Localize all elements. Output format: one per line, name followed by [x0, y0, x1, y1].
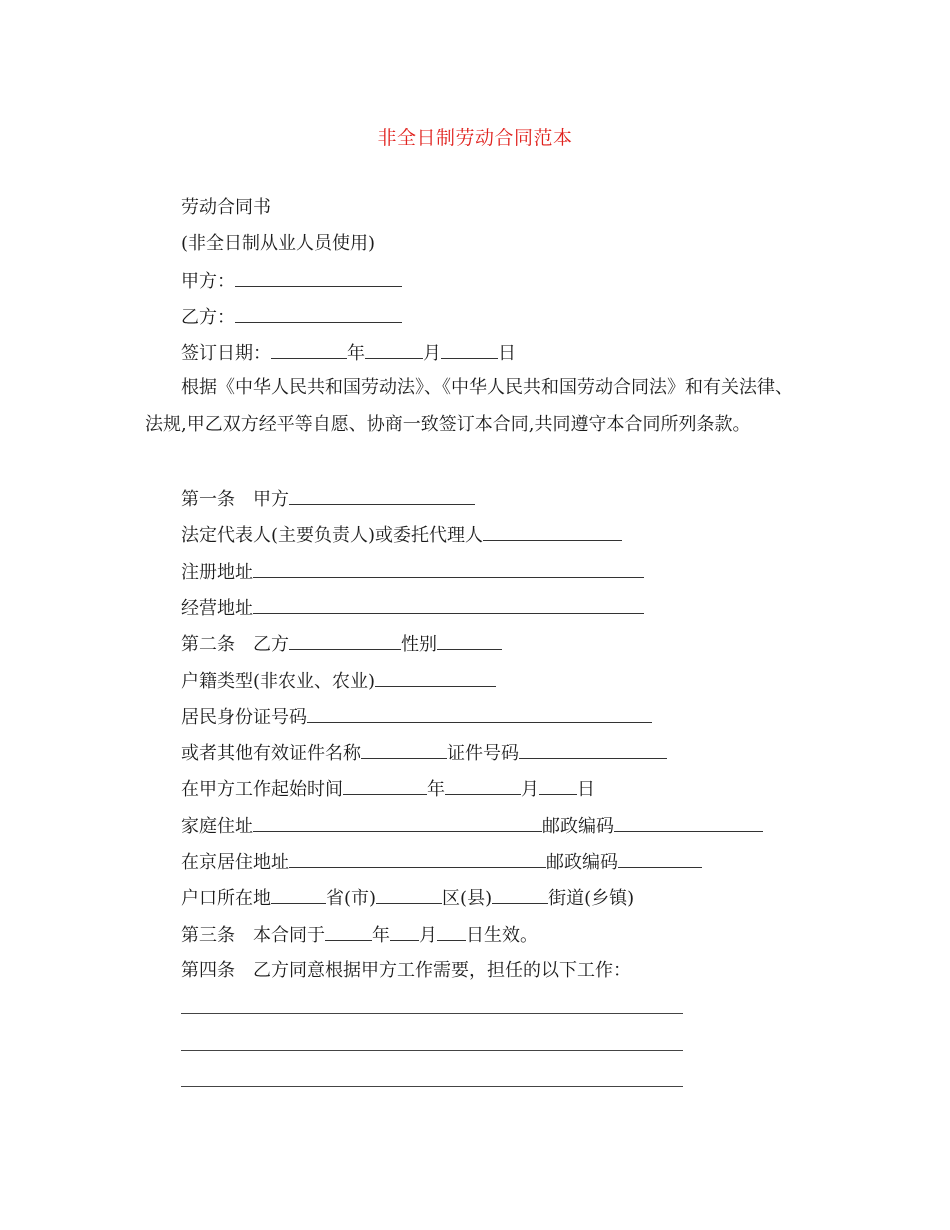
home-address-line	[181, 814, 763, 839]
cert-number-blank[interactable]	[519, 741, 667, 759]
preamble-paragraph: 根据《中华人民共和国劳动法》、《中华人民共和国劳动合同法》和有关法律、法规,甲乙双方经平等自愿、协商一致签订本合同,共同遵守本合同所列条款。	[145, 377, 793, 435]
legal-rep-label: 法定代表人(主要负责人)或委托代理人	[181, 525, 484, 546]
biz-address-line	[181, 596, 644, 621]
province-label: 省(市)	[326, 888, 377, 909]
article-1-label: 第一条 甲方	[181, 489, 289, 510]
home-address-blank[interactable]	[253, 814, 542, 832]
hukou-type-label: 户籍类型(非农业、农业)	[181, 671, 376, 692]
party-a-blank[interactable]	[235, 269, 402, 287]
party-a-line	[181, 269, 402, 294]
hukou-location-line	[181, 886, 634, 911]
start-month-blank[interactable]	[445, 777, 521, 795]
hukou-type-line	[181, 669, 496, 694]
id-number-line	[181, 705, 652, 730]
reg-address-line	[181, 560, 644, 585]
employee-name-blank[interactable]	[289, 632, 401, 650]
start-day-blank[interactable]	[539, 777, 577, 795]
article-4-line	[181, 959, 631, 983]
other-id-label: 或者其他有效证件名称	[181, 743, 361, 764]
start-month-label: 月	[521, 779, 539, 800]
party-b-label: 乙方：	[181, 307, 235, 328]
sign-day-blank[interactable]	[441, 341, 498, 359]
article-3-line	[181, 923, 538, 948]
gender-label: 性别	[401, 634, 437, 655]
home-postcode-label: 邮政编码	[542, 816, 614, 837]
hukou-location-label: 户口所在地	[181, 888, 271, 909]
sign-month-blank[interactable]	[365, 341, 423, 359]
beijing-address-line	[181, 850, 702, 875]
home-address-label: 家庭住址	[181, 816, 253, 837]
hukou-type-blank[interactable]	[375, 669, 496, 687]
beijing-address-blank[interactable]	[289, 850, 546, 868]
reg-address-blank[interactable]	[253, 560, 644, 578]
contract-heading-text: 劳动合同书	[181, 197, 271, 218]
party-a-label: 甲方：	[181, 271, 235, 292]
month-label: 月	[423, 343, 441, 364]
street-blank[interactable]	[492, 886, 548, 904]
party-b-line	[181, 305, 402, 330]
job-duty-blank-3[interactable]	[181, 1086, 683, 1087]
legal-rep-blank[interactable]	[483, 523, 622, 541]
biz-address-blank[interactable]	[253, 596, 644, 614]
contract-heading	[181, 196, 271, 220]
reg-address-label: 注册地址	[181, 562, 253, 583]
biz-address-label: 经营地址	[181, 598, 253, 619]
beijing-postcode-blank[interactable]	[618, 850, 702, 868]
effective-year-blank[interactable]	[325, 923, 372, 941]
beijing-postcode-label: 邮政编码	[546, 852, 618, 873]
start-time-line	[181, 777, 595, 802]
article-1-line	[181, 487, 475, 512]
street-label: 街道(乡镇)	[548, 888, 635, 909]
other-id-line	[181, 741, 667, 766]
article-3-label: 第三条 本合同于	[181, 925, 325, 946]
article-4-label: 第四条 乙方同意根据甲方工作需要，担任的以下工作：	[181, 960, 631, 981]
effective-month-label: 月	[419, 925, 437, 946]
id-number-blank[interactable]	[307, 705, 652, 723]
day-label: 日	[498, 343, 516, 364]
employer-name-blank[interactable]	[289, 487, 475, 505]
sign-date-label: 签订日期：	[181, 343, 271, 364]
article-2-label: 第二条 乙方	[181, 634, 289, 655]
document-title: 非全日制劳动合同范本	[377, 127, 573, 149]
effective-month-blank[interactable]	[390, 923, 419, 941]
party-b-blank[interactable]	[235, 305, 402, 323]
contract-subheading-text: (非全日制从业人员使用)	[181, 233, 376, 254]
effective-year-label: 年	[372, 925, 390, 946]
district-blank[interactable]	[376, 886, 442, 904]
start-time-label: 在甲方工作起始时间	[181, 779, 343, 800]
job-duty-blank-1[interactable]	[181, 1013, 683, 1014]
sign-year-blank[interactable]	[271, 341, 347, 359]
start-day-label: 日	[577, 779, 595, 800]
contract-subheading	[181, 232, 375, 256]
article-2-line	[181, 632, 502, 657]
year-label: 年	[347, 343, 365, 364]
sign-date-line	[181, 341, 516, 366]
start-year-label: 年	[427, 779, 445, 800]
gender-blank[interactable]	[437, 632, 502, 650]
effective-suffix: 日生效。	[466, 925, 538, 946]
province-blank[interactable]	[271, 886, 326, 904]
district-label: 区(县)	[442, 888, 493, 909]
job-duty-blank-2[interactable]	[181, 1050, 683, 1051]
id-number-label: 居民身份证号码	[181, 707, 307, 728]
other-id-blank[interactable]	[361, 741, 447, 759]
start-year-blank[interactable]	[343, 777, 427, 795]
cert-number-label: 证件号码	[447, 743, 519, 764]
beijing-address-label: 在京居住地址	[181, 852, 289, 873]
legal-rep-line	[181, 523, 622, 548]
effective-day-blank[interactable]	[437, 923, 466, 941]
home-postcode-blank[interactable]	[614, 814, 763, 832]
